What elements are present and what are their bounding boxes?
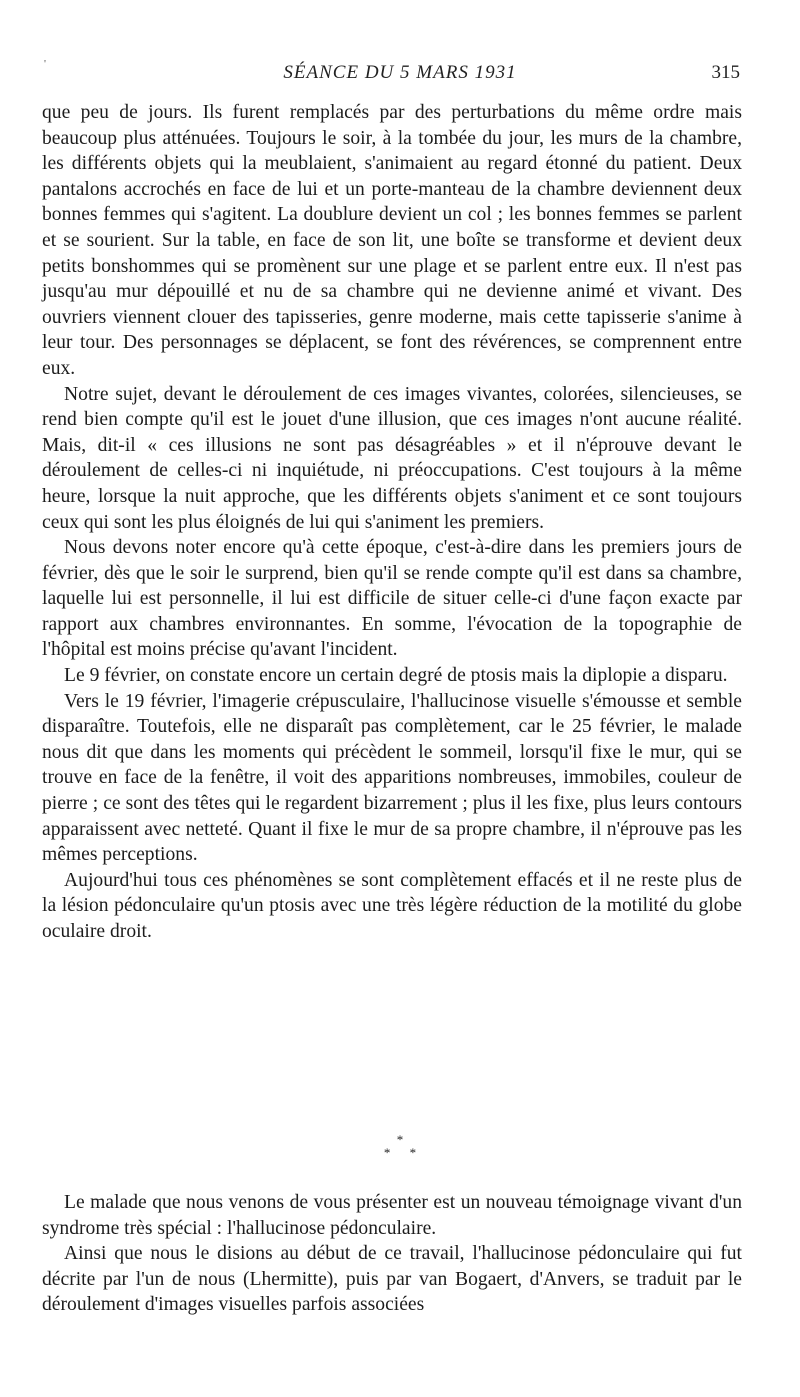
paragraph: Notre sujet, devant le déroulement de ces images vivantes, colorées, silencieuses, se rend bien compte qu'il est le jouet d'une illusion, que ces images n'ont aucune réalité. Mais, dit-il « ces illusions ne sont pas désagréables » et il n'éprouve devant le déroulement de celles-ci ni inquiétude, ni préoccupations. C'est toujours à la même heure, lorsque la nuit approche, que les différents objets s'animent et ce sont toujours ceux qui sont les plus éloignés de lui qui s'animent les premiers.: [42, 383, 742, 533]
section-separator: [0, 1133, 800, 1159]
separator-stars-bottom: * *: [383, 1145, 425, 1160]
paragraph: Ainsi que nous le disions au début de ce travail, l'hallucinose pédonculaire qui fut décrite par l'un de nous (Lhermitte), puis par van Bogaert, d'Anvers, se traduit par le déroulement d'images visuelles parfois associées: [42, 1243, 742, 1316]
paragraph: Nous devons noter encore qu'à cette époque, c'est-à-dire dans les premiers jours de février, dès que le soir le surprend, bien qu'il se rende compte qu'il est dans sa chambre, laquelle lui est personnelle, il lui est difficile de situer celle-ci d'une façon exacte par rapport aux chambres environnantes. En somme, l'évocation de la topographie de l'hôpital est moins précise qu'avant l'incident.: [42, 537, 742, 661]
page-header: [0, 62, 800, 90]
paragraph: Vers le 19 février, l'imagerie crépusculaire, l'hallucinose visuelle s'émousse et semble disparaître. Toutefois, elle ne disparaît pas complètement, car le 25 février, le malade nous dit que dans les moments qui précèdent le sommeil, lorsqu'il fixe le mur, qui se trouve en face de la fenêtre, il voit des apparitions nombreuses, immobiles, couleur de pierre ; ce sont des têtes qui le regardent bizarrement ; plus il les fixe, plus leurs contours apparaissent avec netteté. Quant il fixe le mur de sa propre chambre, il n'éprouve pas les mêmes perceptions.: [42, 690, 742, 866]
running-title: SÉANCE DU 5 MARS 1931: [283, 62, 517, 83]
paragraph: Le malade que nous venons de vous présenter est un nouveau témoignage vivant d'un syndrome très spécial : l'hallucinose pédonculaire.: [42, 1192, 742, 1239]
page-number: 315: [711, 62, 740, 83]
paragraph: Aujourd'hui tous ces phénomènes se sont complètement effacés et il ne reste plus de la lésion pédonculaire qu'un ptosis avec une très légère réduction de la motilité du globe oculaire droit.: [42, 869, 742, 942]
separator-star-top: *: [396, 1132, 404, 1147]
body-text-continued: [42, 1190, 742, 1318]
paragraph: Le 9 février, on constate encore un certain degré de ptosis mais la diplopie a disparu.: [64, 665, 728, 687]
paragraph: que peu de jours. Ils furent remplacés par des perturbations du même ordre mais beaucoup plus atténuées. Toujours le soir, à la tombée du jour, les murs de la chambre, les différents objets qui la meublaient, s'animaient au regard étonné du patient. Deux pantalons accrochés en face de lui et un porte-manteau de la chambre deviennent deux bonnes femmes qui s'agitent. La doublure devient un col ; les bonnes femmes se parlent et se sourient. Sur la table, en face de son lit, une boîte se transforme et devient deux petits bonshommes qui se promènent sur une plage et se parlent entre eux. Il n'est pas jusqu'au mur dépouillé et nu de sa chambre qui ne devienne animé et vivant. Des ouvriers viennent clouer des tapisseries, genre moderne, mais cette tapisserie s'anime à leur tour. Des personnages se déplacent, se font des révérences, se comprennent entre eux.: [42, 102, 742, 379]
body-text: [42, 100, 742, 945]
corner-mark: ': [44, 58, 46, 70]
